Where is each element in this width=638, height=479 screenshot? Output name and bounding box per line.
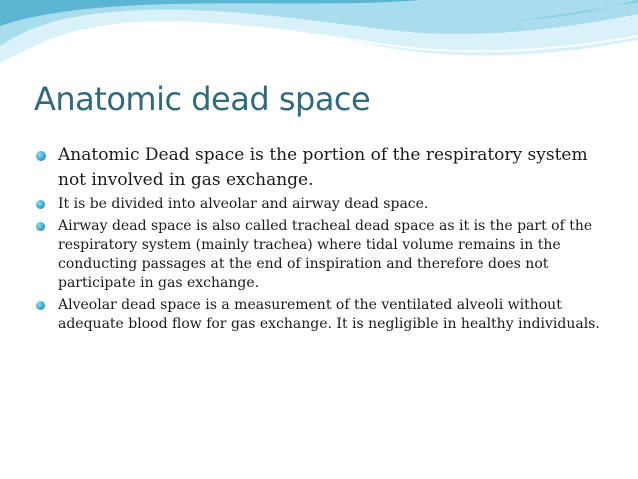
bullet-item: [34, 143, 604, 193]
header-wave-decoration: [0, 0, 638, 80]
bullet-list: [34, 143, 604, 334]
bullet-text: Airway dead space is also called tracheal dead space as it is the part of the respiratory system (mainly trachea) where tidal volume remains in the conducting passages at the end of inspiration and therefore does not participate in gas exchange.: [58, 218, 593, 291]
bullet-dot-icon: [36, 151, 46, 161]
bullet-dot-icon: [36, 301, 45, 310]
bullet-item: [34, 217, 604, 293]
bullet-text: Alveolar dead space is a measurement of the ventilated alveoli without adequate blood flow for gas exchange. It is negligible in healthy individuals.: [58, 297, 600, 332]
bullet-text: Anatomic Dead space is the portion of the respiratory system not involved in gas exchange.: [58, 145, 588, 190]
slide-title: Anatomic dead space: [34, 80, 371, 118]
bullet-item: [34, 195, 604, 214]
bullet-item: [34, 296, 604, 334]
bullet-dot-icon: [36, 222, 45, 231]
bullet-dot-icon: [36, 200, 45, 209]
bullet-text: It is be divided into alveolar and airway dead space.: [58, 196, 429, 212]
